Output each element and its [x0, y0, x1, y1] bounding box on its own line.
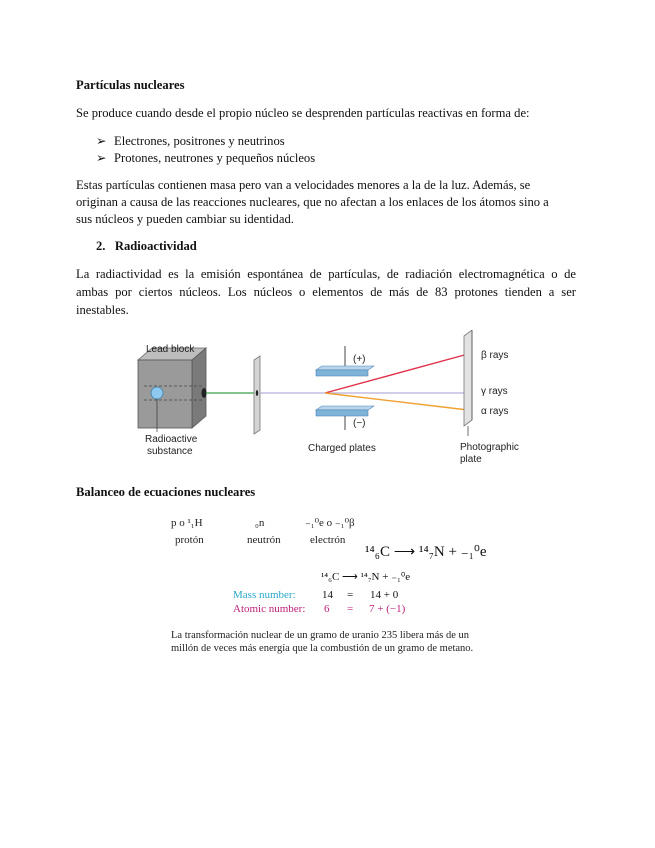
paragraph-line: sus núcleos y pueden cambiar su identidad. — [76, 212, 294, 226]
paragraph-line: ambas por ciertos núcleos. Los núcleos o elementos de más de 83 protones tienden a ser — [76, 285, 576, 299]
slit-plate — [254, 356, 260, 434]
particle-electron-symbol: ₋₁⁰e o ₋₁⁰β — [305, 517, 355, 529]
section-number: 2. — [96, 239, 106, 253]
mass-value-left: 14 — [322, 589, 333, 601]
label-plate: plate — [460, 454, 482, 465]
mass-equals: = — [347, 589, 354, 601]
particle-proton-name: protón — [175, 534, 204, 546]
label-charged-plates: Charged plates — [308, 443, 376, 454]
bullet-text: Electrones, positrones y neutrinos — [114, 134, 285, 148]
particle-proton-symbol: p o ¹₁H — [171, 517, 203, 529]
section-heading-radioactividad — [96, 238, 197, 255]
label-gamma-rays: γ rays — [481, 386, 508, 397]
section-title-balanceo: Balanceo de ecuaciones nucleares — [76, 485, 256, 499]
particle-neutron-name: neutrón — [247, 534, 281, 546]
bullet-item — [96, 150, 315, 167]
paragraph-line: inestables. — [76, 303, 129, 317]
lead-block — [138, 348, 207, 428]
label-beta-rays: β rays — [481, 350, 509, 361]
section-title-particulas: Partículas nucleares — [76, 78, 185, 92]
paragraph-line: Estas partículas contienen masa pero van a velocidades menores a la de la luz. Además, se — [76, 178, 531, 192]
label-radioactive: Radioactive — [145, 434, 198, 445]
label-alpha-rays: α rays — [481, 406, 509, 417]
intro-paragraph: Se produce cuando desde el propio núcleo se desprenden partículas reactivas en forma de: — [76, 106, 530, 120]
atomic-number-label: Atomic number: — [233, 603, 306, 615]
caption-line: millón de veces más energía que la combustión de un gramo de metano. — [171, 643, 474, 654]
photographic-plate — [464, 330, 472, 426]
bullet-item — [96, 133, 285, 150]
label-minus: (−) — [353, 418, 366, 429]
radiation-diagram — [120, 330, 540, 470]
small-equation: ¹⁴₆C ⟶ ¹⁴₇N + ₋₁⁰e — [321, 571, 411, 583]
paragraph-line: originan a causa de las reacciones nucleares, que no afectan a los enlaces de los átomos sino a — [76, 195, 549, 209]
bullet-arrow-icon: ➢ — [96, 151, 107, 165]
atomic-value-left: 6 — [324, 603, 330, 615]
atomic-equals: = — [347, 603, 354, 615]
nuclear-equations-figure — [165, 510, 500, 660]
paragraph-line: La radiactividad es la emisión espontánea de partículas, de radiación electromagnética o de — [76, 267, 576, 281]
particle-neutron-symbol: ₀n — [255, 517, 265, 529]
label-photographic: Photographic — [460, 442, 519, 453]
mass-value-right: 14 + 0 — [370, 589, 399, 601]
bullet-text: Protones, neutrones y pequeños núcleos — [114, 151, 316, 165]
label-substance: substance — [147, 446, 193, 457]
label-plus: (+) — [353, 354, 366, 365]
label-lead-block: Lead block — [146, 344, 195, 355]
caption-line: La transformación nuclear de un gramo de uranio 235 libera más de un — [171, 630, 469, 641]
mass-number-label: Mass number: — [233, 589, 296, 601]
main-equation: ¹⁴₆C ⟶ ¹⁴₇N + ₋₁⁰e — [365, 544, 487, 560]
atomic-value-right: 7 + (−1) — [369, 603, 406, 615]
positive-plate — [316, 370, 368, 376]
particle-electron-name: electrón — [310, 534, 346, 546]
radioactive-substance-icon — [151, 387, 163, 399]
negative-plate — [316, 410, 368, 416]
section-title: Radioactividad — [114, 239, 197, 253]
bullet-arrow-icon: ➢ — [96, 134, 107, 148]
